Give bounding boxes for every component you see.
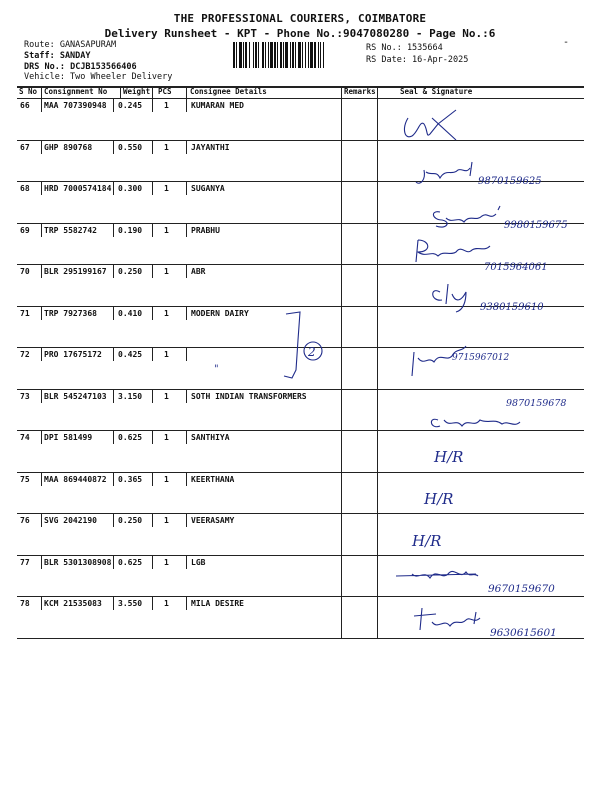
- barcode-bar: [277, 42, 278, 68]
- barcode-bar: [295, 42, 296, 68]
- cell-divider: [152, 555, 153, 569]
- consignee-cell: SUGANYA: [191, 184, 225, 193]
- staff-label: Staff: SANDAY: [24, 51, 91, 61]
- barcode-bar: [280, 42, 282, 68]
- cell-divider: [186, 306, 187, 320]
- consignee-cell: SANTHIYA: [191, 433, 230, 442]
- barcode-bar: [310, 42, 313, 68]
- barcode-bar: [233, 42, 235, 68]
- cell-divider: [41, 140, 42, 154]
- cell-divider: [113, 181, 114, 195]
- phone-68: 9980159675: [504, 220, 568, 231]
- cell-divider: [152, 98, 153, 112]
- pcs-cell: 1: [164, 308, 169, 318]
- pcs-cell: 1: [164, 433, 169, 442]
- barcode-bar: [258, 42, 259, 68]
- pcs-cell: 1: [164, 142, 169, 152]
- cell-divider: [41, 181, 42, 195]
- sno-cell: 73: [20, 391, 30, 401]
- barcode-bar: [292, 42, 294, 68]
- pcs-cell: 1: [164, 391, 169, 401]
- weight-cell: 0.410: [118, 308, 143, 318]
- consignee-cell: MODERN DAIRY: [191, 308, 249, 318]
- cell-divider: [152, 223, 153, 237]
- consignment-cell: SVG 2042190: [44, 516, 97, 525]
- ditto-mark: ": [214, 364, 219, 375]
- vehicle-label: Vehicle: Two Wheeler Delivery: [24, 72, 173, 82]
- cell-divider: [113, 430, 114, 444]
- barcode-bar: [318, 42, 319, 68]
- consignment-cell: MAA 869440872: [44, 474, 107, 484]
- rs-date: RS Date: 16-Apr-2025: [366, 55, 469, 65]
- pcs-cell: 1: [164, 184, 169, 193]
- cell-divider: [186, 223, 187, 237]
- consignee-cell: ABR: [191, 267, 206, 276]
- row-separator: [17, 264, 584, 265]
- weight-cell: 3.550: [118, 599, 143, 608]
- signature-66: [405, 110, 456, 140]
- sno-cell: 75: [20, 474, 30, 484]
- col-seal-signature: Seal & Signature: [400, 87, 473, 96]
- cell-divider: [186, 430, 187, 444]
- cell-divider: [113, 389, 114, 403]
- cell-divider: [41, 430, 42, 444]
- consignment-cell: BLR 295199167: [44, 267, 107, 276]
- phone-70: 9380159610: [480, 302, 544, 313]
- consignment-cell: TRP 7927368: [44, 308, 97, 318]
- sno-cell: 71: [20, 308, 30, 318]
- cell-divider: [186, 472, 187, 486]
- barcode-bar: [283, 42, 284, 68]
- cell-divider: [113, 513, 114, 527]
- cell-divider: [41, 513, 42, 527]
- barcode: [233, 42, 361, 68]
- consignee-cell: LGB: [191, 557, 206, 567]
- cell-divider: [113, 555, 114, 569]
- weight-cell: 0.625: [118, 433, 143, 442]
- cell-divider: [41, 98, 42, 112]
- pcs-cell: 1: [164, 101, 169, 110]
- hr-76: H/R: [412, 532, 442, 550]
- weight-cell: 0.245: [118, 101, 143, 110]
- barcode-bar: [314, 42, 316, 68]
- phone-67: 9870159625: [478, 176, 542, 187]
- cell-divider: [186, 140, 187, 154]
- barcode-bar: [323, 42, 324, 68]
- consignment-cell: MAA 707390948: [44, 101, 107, 110]
- header-top-line: [17, 86, 584, 88]
- cell-divider: [41, 306, 42, 320]
- cell-divider: [41, 264, 42, 278]
- pcs-cell: 1: [164, 474, 169, 484]
- cell-divider: [186, 513, 187, 527]
- barcode-bar: [249, 42, 250, 68]
- cell-divider: [186, 389, 187, 403]
- consignee-cell: KEERTHANA: [191, 474, 235, 484]
- weight-cell: 0.190: [118, 225, 143, 235]
- weight-cell: 0.250: [118, 267, 143, 276]
- phone-73: 9870159678: [506, 398, 567, 409]
- row-separator: [17, 223, 584, 224]
- row-separator: [17, 472, 584, 473]
- row-separator: [17, 306, 584, 307]
- cell-divider: [41, 347, 42, 361]
- col-remarks: Remarks: [344, 87, 376, 96]
- cell-divider: [41, 223, 42, 237]
- col-pcs: PCS: [158, 87, 172, 96]
- hr-75: H/R: [424, 490, 454, 508]
- barcode-bar: [320, 42, 321, 68]
- dash-mark: -: [563, 37, 570, 48]
- pcs-cell: 1: [164, 225, 169, 235]
- barcode-bar: [302, 42, 303, 68]
- hr-74: H/R: [434, 448, 464, 466]
- sno-cell: 67: [20, 142, 30, 152]
- col-consignment: Consignment No: [44, 87, 108, 96]
- sno-cell: 78: [20, 599, 30, 608]
- phone-77: 9670159670: [488, 583, 555, 595]
- cell-divider: [41, 596, 42, 610]
- signature-78: [414, 608, 480, 630]
- cell-divider: [186, 555, 187, 569]
- drs-label: DRS No.:: [24, 62, 65, 72]
- row-separator: [17, 513, 584, 514]
- cell-divider: [186, 264, 187, 278]
- route-label: Route: GANASAPURAM: [24, 40, 117, 50]
- sno-cell: 69: [20, 225, 30, 235]
- rs-number: RS No.: 1535664: [366, 43, 443, 53]
- sno-cell: 66: [20, 101, 30, 110]
- company-title: THE PROFESSIONAL COURIERS, COIMBATORE: [173, 12, 427, 25]
- circled-number: 2: [308, 345, 316, 359]
- sno-cell: 70: [20, 267, 30, 276]
- cell-divider: [113, 347, 114, 361]
- barcode-bar: [285, 42, 288, 68]
- barcode-bar: [298, 42, 301, 68]
- cell-divider: [186, 181, 187, 195]
- pcs-cell: 1: [164, 267, 169, 276]
- header-divider: [120, 86, 121, 98]
- header-divider: [152, 86, 153, 98]
- cell-divider: [113, 596, 114, 610]
- row-separator: [17, 596, 584, 597]
- cell-divider: [41, 389, 42, 403]
- barcode-bar: [308, 42, 309, 68]
- cell-divider: [152, 389, 153, 403]
- phone-78: 9630615601: [490, 627, 557, 639]
- cell-divider: [113, 472, 114, 486]
- signature-68: [433, 206, 500, 227]
- barcode-bar: [274, 42, 276, 68]
- sno-cell: 76: [20, 516, 30, 525]
- weight-cell: 0.300: [118, 184, 143, 193]
- weight-cell: 0.550: [118, 142, 143, 152]
- consignment-cell: BLR 5301308908: [44, 557, 112, 567]
- weight-cell: 0.625: [118, 557, 143, 567]
- col-sno: S No: [19, 87, 38, 96]
- circle-mark: [304, 342, 322, 360]
- weight-cell: 0.250: [118, 516, 143, 525]
- consignment-cell: PRO 17675172: [44, 350, 102, 359]
- cell-divider: [152, 264, 153, 278]
- row-separator: [17, 389, 584, 390]
- drs-number: [24, 62, 137, 72]
- signature-70: [433, 284, 466, 312]
- header-bottom-line: [17, 98, 584, 99]
- cell-divider: [186, 347, 187, 361]
- barcode-bar: [268, 42, 269, 68]
- barcode-bar: [236, 42, 237, 68]
- phone-72: 9715967012: [452, 353, 510, 363]
- cell-divider: [113, 264, 114, 278]
- pcs-cell: 1: [164, 350, 169, 359]
- consignment-cell: BLR 545247103: [44, 391, 107, 401]
- sno-cell: 74: [20, 433, 30, 442]
- cell-divider: [152, 306, 153, 320]
- consignment-cell: DPI 581499: [44, 433, 93, 442]
- barcode-bar: [239, 42, 242, 68]
- row-separator: [17, 347, 584, 348]
- drs-value: DCJB153566406: [70, 62, 137, 72]
- cell-divider: [152, 347, 153, 361]
- cell-divider: [152, 181, 153, 195]
- barcode-bar: [245, 42, 247, 68]
- consignee-cell: JAYANTHI: [191, 142, 230, 152]
- sno-cell: 72: [20, 350, 30, 359]
- weight-cell: 0.425: [118, 350, 143, 359]
- signature-72: [412, 346, 466, 376]
- phone-69: 7015964061: [484, 262, 548, 273]
- cell-divider: [113, 98, 114, 112]
- pcs-cell: 1: [164, 557, 169, 567]
- pcs-cell: 1: [164, 599, 169, 608]
- consignee-cell: PRABHU: [191, 225, 220, 235]
- header-divider: [41, 86, 42, 98]
- sno-cell: 77: [20, 557, 30, 567]
- runsheet-subtitle: Delivery Runsheet - KPT - Phone No.:9047080280 - Page No.:6: [104, 27, 496, 40]
- cell-divider: [113, 140, 114, 154]
- row-separator: [17, 430, 584, 431]
- col-consignee: Consignee Details: [190, 87, 267, 96]
- barcode-bar: [265, 42, 266, 68]
- consignee-cell: SOTH INDIAN TRANSFORMERS: [191, 391, 307, 401]
- barcode-bar: [305, 42, 306, 68]
- barcode-bar: [255, 42, 257, 68]
- signature-73: [431, 419, 520, 426]
- barcode-bar: [243, 42, 244, 68]
- barcode-bar: [290, 42, 291, 68]
- consignment-cell: KCM 21535083: [44, 599, 102, 608]
- barcode-bar: [262, 42, 264, 68]
- cell-divider: [186, 596, 187, 610]
- cell-divider: [186, 98, 187, 112]
- cell-divider: [152, 513, 153, 527]
- row-separator: [17, 638, 584, 639]
- bracket-mark: [284, 312, 300, 378]
- sno-cell: 68: [20, 184, 30, 193]
- cell-divider: [113, 223, 114, 237]
- header-divider: [186, 86, 187, 98]
- cell-divider: [113, 306, 114, 320]
- weight-cell: 3.150: [118, 391, 143, 401]
- consignment-cell: HRD 7000574184: [44, 184, 112, 193]
- barcode-bar: [270, 42, 273, 68]
- cell-divider: [41, 555, 42, 569]
- signature-77: [396, 571, 478, 578]
- pcs-cell: 1: [164, 516, 169, 525]
- consignee-cell: MILA DESIRE: [191, 599, 244, 608]
- row-separator: [17, 181, 584, 182]
- consignment-cell: TRP 5582742: [44, 225, 97, 235]
- col-weight: Weight: [123, 87, 151, 96]
- cell-divider: [152, 430, 153, 444]
- weight-cell: 0.365: [118, 474, 143, 484]
- consignment-cell: GHP 890768: [44, 142, 93, 152]
- row-separator: [17, 140, 584, 141]
- barcode-bar: [253, 42, 254, 68]
- signature-69: [416, 240, 490, 262]
- row-separator: [17, 555, 584, 556]
- cell-divider: [41, 472, 42, 486]
- cell-divider: [152, 140, 153, 154]
- consignee-cell: KUMARAN MED: [191, 101, 244, 110]
- consignee-cell: VEERASAMY: [191, 516, 235, 525]
- cell-divider: [152, 472, 153, 486]
- cell-divider: [152, 596, 153, 610]
